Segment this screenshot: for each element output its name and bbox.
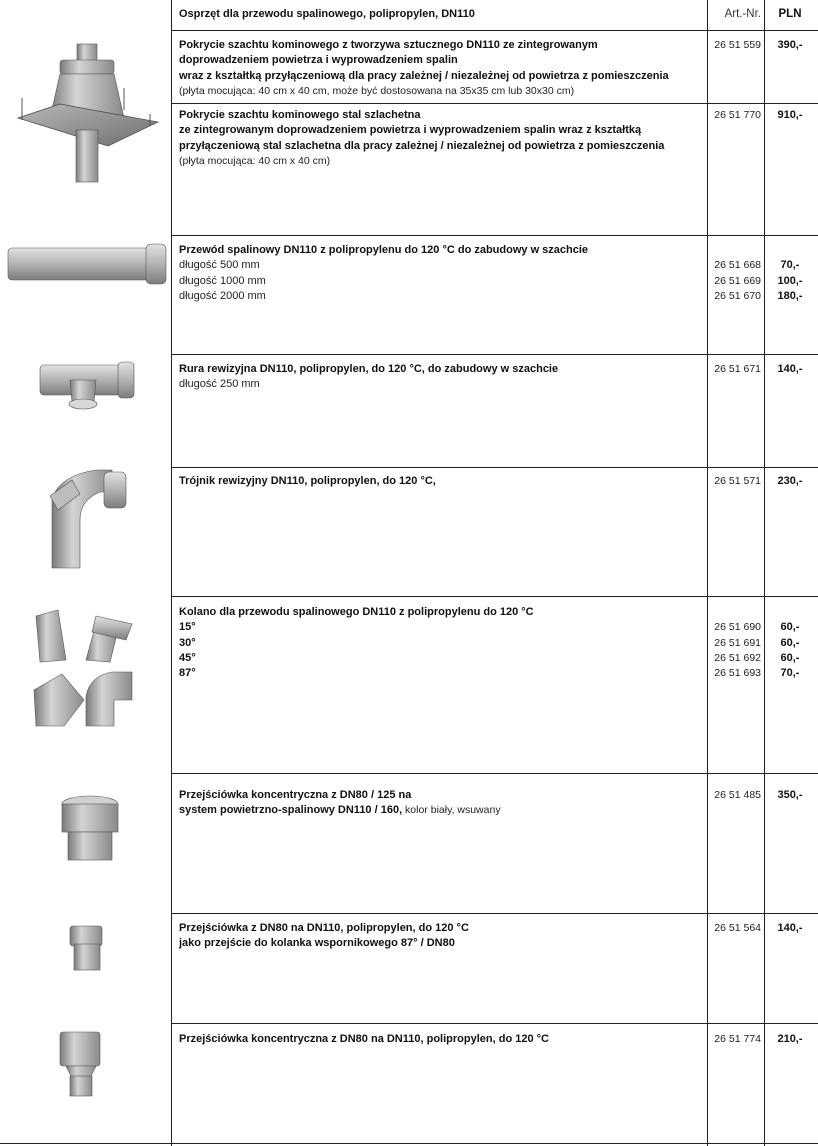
item-name: Kolano dla przewodu spalinowego DN110 z polipropylenu do 120 °C [179,606,534,618]
variant-label: 87° [179,667,196,680]
chimney-cap-illustration [18,44,158,182]
item-art-number: 26 51 559 [714,39,761,51]
variant-price: 100,- [777,274,803,287]
variant-label: długość 1000 mm [179,274,266,287]
pipe-illustration [8,244,166,284]
variant-price: 180,- [777,289,803,302]
variant-art-number: 26 51 669 [714,274,761,287]
variant-price: 60,- [780,636,800,649]
variant-label: 30° [179,636,196,649]
item-price: 140,- [777,922,803,934]
concentric-reducer-illustration [60,1032,100,1096]
variant-label: długość 500 mm [179,259,260,272]
variant-price: 70,- [780,667,800,680]
item-note: (płyta mocująca: 40 cm x 40 cm, może być dostosowana na 35x35 cm lub 30x30 cm) [179,84,575,97]
item-name: Trójnik rewizyjny DN110, polipropylen, do 120 °C, [179,475,436,487]
item-art-number: 26 51 564 [714,922,761,934]
reducer-illustration [70,926,102,970]
price-header: PLN [778,8,802,20]
variant-price: 60,- [780,621,800,634]
item-note: kolor biały, wsuwany [402,804,501,817]
concentric-adapter-illustration [62,796,118,860]
item-price: 910,- [777,109,803,121]
variant-price: 60,- [780,651,800,664]
variant-art-number: 26 51 692 [714,651,761,664]
variant-art-number: 26 51 670 [714,289,761,302]
item-art-number: 26 51 485 [714,789,761,801]
table-title: Osprzęt dla przewodu spalinowego, polipropylen, DN110 [179,8,475,20]
variant-art-number: 26 51 668 [714,259,761,272]
item-price: 230,- [777,475,803,487]
item-name: Pokrycie szachtu kominowego stal szlachetna ze zintegrowanym doprowadzeniem powietrza i wyprowadzeniem spalin wraz z kształtką przyłączeniową stal szlachetna dla pracy zależnej / niezależnej od powietrza z pomieszczenia [179,109,665,152]
variant-art-number: 26 51 690 [714,621,761,634]
item-price: 210,- [777,1033,803,1045]
item-name-line2: system powietrzno-spalinowy DN110 / 160, [179,804,403,817]
item-note: długość 250 mm [179,378,260,391]
item-name: Rura rewizyjna DN110, polipropylen, do 120 °C, do zabudowy w szachcie [179,363,559,375]
variant-label: długość 2000 mm [179,289,266,302]
inspection-pipe-illustration [40,362,134,409]
item-art-number: 26 51 671 [714,363,761,375]
item-price: 350,- [777,789,803,801]
item-price: 140,- [777,363,803,375]
item-art-number: 26 51 571 [714,475,761,487]
item-name: Przejściówka koncentryczna z DN80 / 125 na [179,789,412,801]
item-note: (płyta mocująca: 40 cm x 40 cm) [179,154,331,167]
art-number-header: Art.-Nr. [724,8,761,20]
item-name: Przejściówka z DN80 na DN110, polipropylen, do 120 °C jako przejście do kolanka wspornikowego 87° / DN80 [179,922,469,950]
elbow-set-illustration [34,610,132,726]
item-art-number: 26 51 770 [714,109,761,121]
variant-art-number: 26 51 693 [714,667,761,680]
item-name: Przewód spalinowy DN110 z polipropylenu do 120 °C do zabudowy w szachcie [179,244,589,256]
item-price: 390,- [777,39,803,51]
inspection-tee-illustration [50,470,126,568]
item-name: Pokrycie szachtu kominowego z tworzywa sztucznego DN110 ze zintegrowanym doprowadzeniem powietrza i wyprowadzeniem spalin wraz z kształtką przyłączeniową dla pracy zależnej / niezależnej od powietrza z pomieszczenia [179,39,669,82]
variant-label: 45° [179,651,196,664]
variant-price: 70,- [780,259,800,272]
variant-art-number: 26 51 691 [714,636,761,649]
item-art-number: 26 51 774 [714,1033,761,1045]
item-name: Przejściówka koncentryczna z DN80 na DN110, polipropylen, do 120 °C [179,1033,549,1045]
variant-label: 15° [179,621,196,634]
